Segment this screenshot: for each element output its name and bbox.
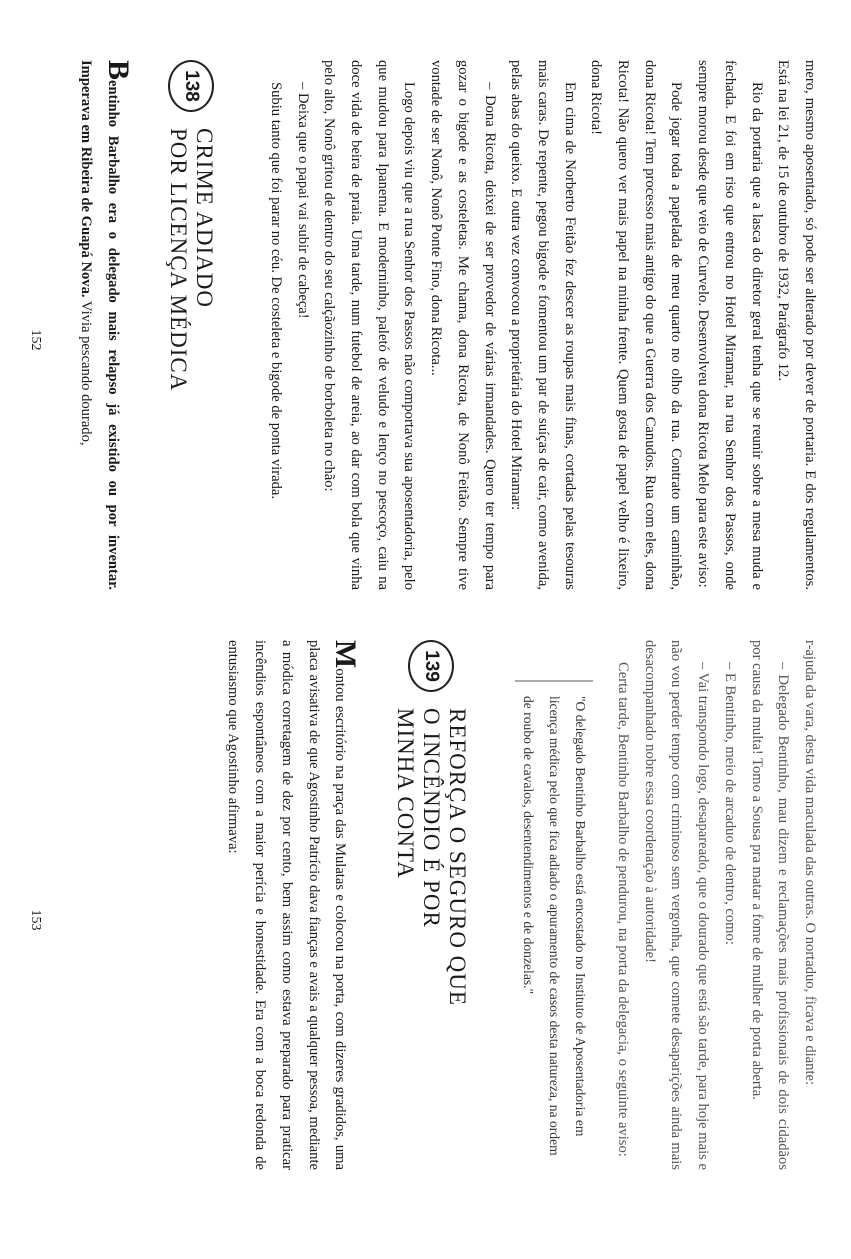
left-page: [0, 60, 851, 620]
chapter-title: [392, 708, 470, 1006]
chapter-title-line: MINHA CONTA: [393, 708, 419, 879]
right-page-text: [220, 640, 823, 1170]
dialogue-line: – Deixa que o papai vai subir de cabeça!: [294, 82, 311, 319]
dialogue-line: – Dona Ricota, deixei de ser provedor de várias irmandades. Quero ter tempo para gozar o bigode e as costeletas. Me chama, dona Ricota, de Nonô Feitão. Sempre tive vontade de ser Nonô, Nonô Ponte Fino, dona Ricota...: [428, 60, 498, 590]
notice-quote: "O delegado Bentinho Barbalho está encostado no Instituto de Aposentadoria em licença médica pelo que fica adiado o apuramento de casos desta natureza, na ordem de roubo de cavalos, desentendimentos e de donzelas.": [515, 680, 593, 1170]
paragraph: Subiu tanto que foi parar no céu. De costeleta e bigode de ponta virada.: [267, 82, 284, 499]
drop-cap: M: [329, 640, 363, 669]
bold-lead-text: entinho Barbalho era o delegado mais relapso já existido ou por inventar. Imperava em Ribeira de Guapá Nova.: [78, 60, 122, 590]
page-number: 153: [28, 909, 43, 931]
dialogue-line: – Vai transpondo logo, desapareado, que o dourado que está são tarde, para hoje mais e não vou perder tempo com criminoso sem vergonha, que comete desaparições ainda mais desacompanhado nobre essa coordenação à autoridade!: [641, 640, 712, 1170]
chapter-heading: [146, 60, 236, 590]
paragraph: mero, mesmo aposentado, só pode ser alterado por dever de portaria. E dos regulamentos. Está na lei 21, de 15 de outubro de 1932, Parágrafo 12.: [775, 60, 818, 590]
left-page-text: [73, 60, 823, 590]
paragraph: Certa tarde, Bentinho Barbalho de pendurou, na porta da delegacia, o seguinte aviso:: [615, 662, 632, 1157]
chapter-title-line: REFORÇA O SEGURO QUE: [445, 708, 471, 1006]
chapter-heading: [373, 640, 489, 1170]
drop-cap: B: [102, 60, 136, 81]
chapter-opening-paragraph: [73, 60, 136, 590]
chapter-title-line: CRIME ADIADO: [192, 128, 218, 309]
right-page: [0, 640, 851, 1200]
chapter-title-line: POR LICENÇA MÉDICA: [166, 128, 192, 392]
page-number: 152: [28, 329, 43, 351]
dialogue-line: – Delegado Bentinho, mau dizem e reclamações mais profissionais de dois cidadãos por causa da multa! Tomo a Sousa pra matar a fome de mulher de porta aberta.: [748, 640, 792, 1170]
chapter-number-badge: 139: [408, 640, 454, 692]
paragraph: Em cima de Norberto Feitão fez descer as roupas mais finas, cortadas pelas tesouras mais caras. De repente, pegou bigode e fomentou um par de suíças de cair, como avenida, pelas abas do queixo. E outra vez convocou a proprietária do Hotel Miramar:: [508, 60, 578, 590]
lead-text: ontou escritório na praça das Mulatas e colocou na porta, com dizeres gradidos, uma placa avisativa de que Agostinho Patrício dava fianças e avais a qualquer pessoa, mediante a módica corretagem de dez por cento, bem assim como estava preparado para praticar incêndios espontâneos com a maior perícia e honestidade. Era com a boca redonda de entusiasmo que Agostinho afirmava:: [225, 640, 349, 1170]
paragraph: Logo depois viu que a rua Senhor dos Passos não comportava sua aposentadoria, pelo que mudou para Ipanema. E moderninho, paletó de veludo e lenço no pescoço, caiu na doce vida de beira de praia. Uma tarde, num futebol de areia, ao dar com bola que vinha pelo alto, Nonô gritou de dentro do seu calçãozinho de borboleta no chão:: [321, 60, 418, 590]
chapter-title: [165, 128, 217, 391]
lead-text: Vivia pescando dourado,: [78, 297, 95, 446]
paragraph: r-ajuda da vara, desta vida maculada das outras. O nortaduo, ficava e diante:: [802, 640, 818, 1086]
chapter-number-badge: 138: [168, 60, 214, 112]
chapter-title-line: O INCÊNDIO É POR: [419, 708, 445, 928]
paragraph: Pode jogar toda a papelada de meu quarto no olho da rua. Contrato um caminhão, dona Ricota! Tem processo mais antigo do que a Guerra dos Canudos. Rua com eles, dona Ricota! Não quero ver mais papel na minha frente. Quem gosta de papel velho é lixeiro, dona Ricota!: [588, 60, 685, 590]
paragraph: Rio da portaria que a lasca do diretor geral tenha que se reunir sobre a mesa muda e fechada. E foi em riso que entrou no Hotel Miramar, na rua Senhor dos Passos, onde sempre morou desde que veio de Curvelo. Desenvolveu dona Ricota Melo para este aviso:: [695, 60, 765, 590]
dialogue-line: – E Bentinho, meio de arcaduo de dentro, como:: [721, 662, 738, 945]
chapter-opening-paragraph: [220, 640, 363, 1170]
